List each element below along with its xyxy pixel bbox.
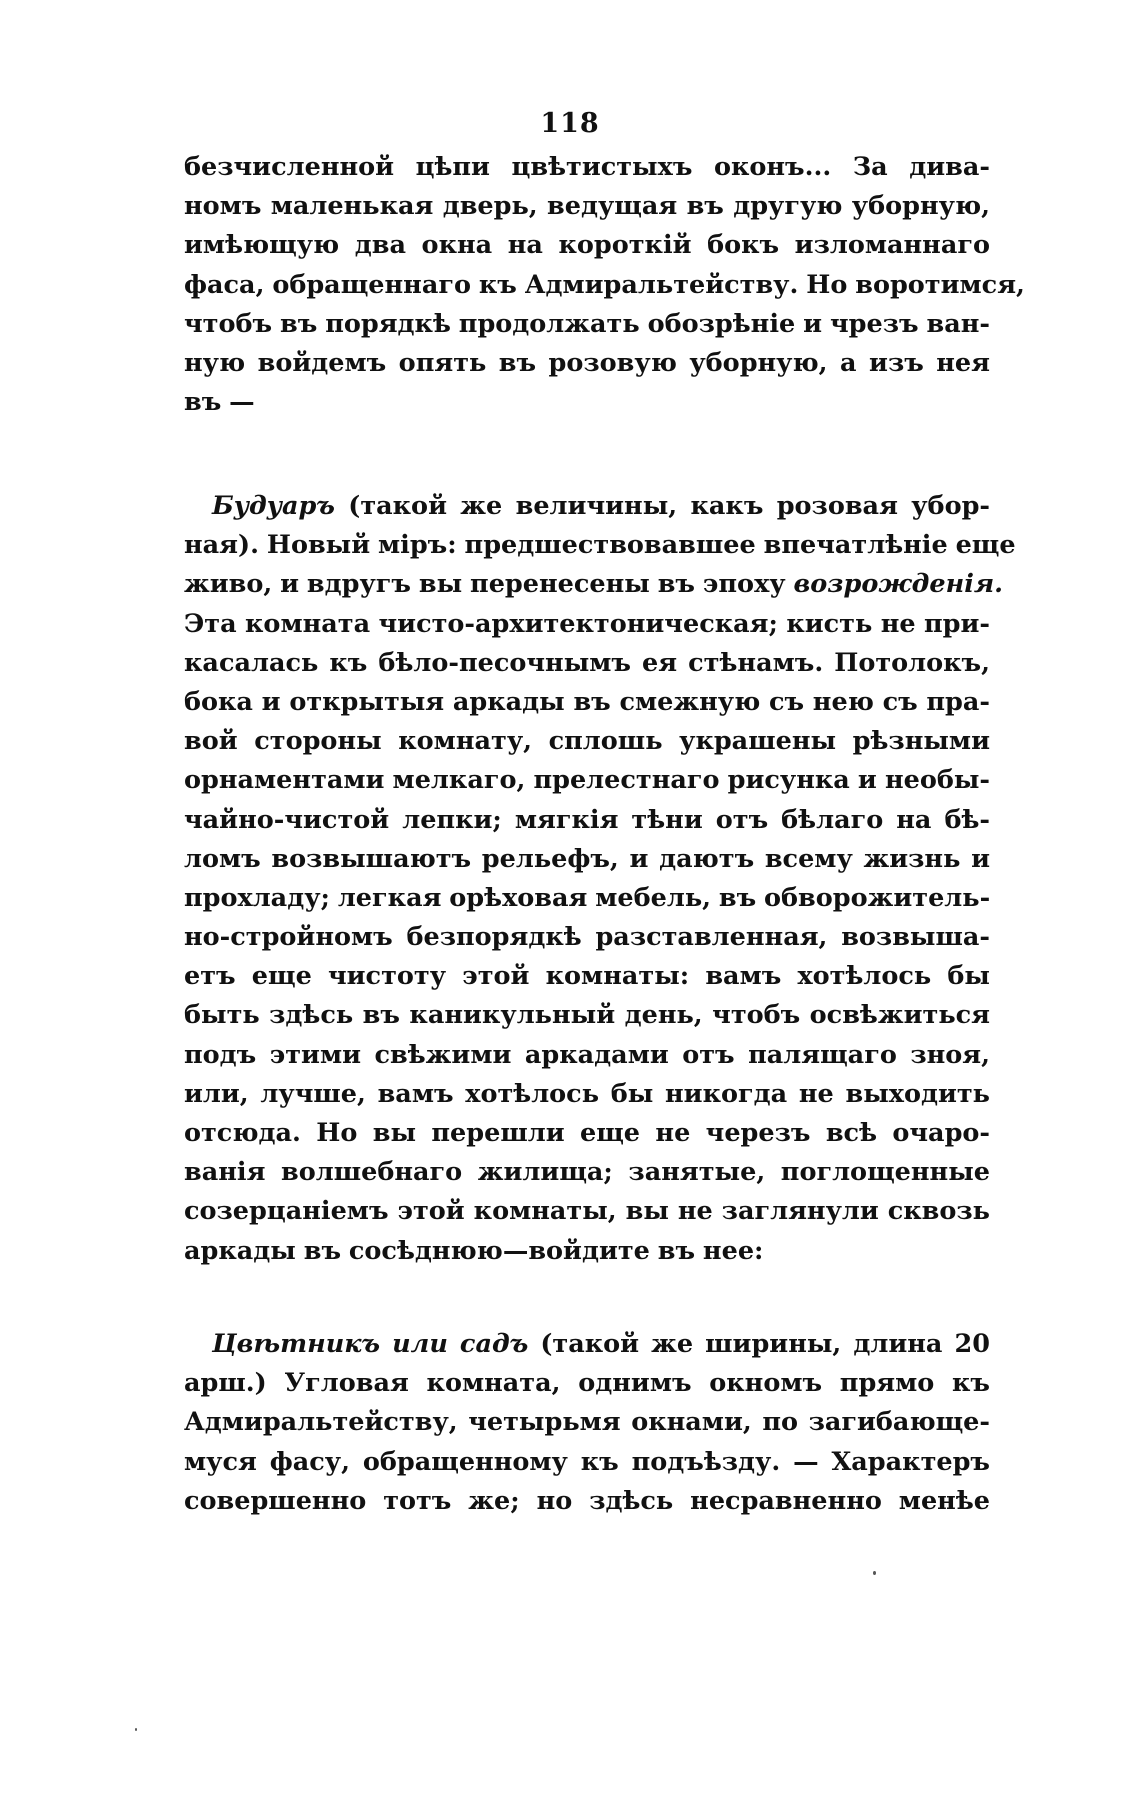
text-line: ная). Новый міръ: предшествовавшее впечатлѣніе еще — [184, 530, 1016, 561]
text-line: номъ маленькая дверь, ведущая въ другую уборную, — [184, 191, 990, 222]
text-line: ную войдемъ опять въ розовую уборную, а изъ нея — [184, 347, 990, 378]
text-line: безчисленной цѣпи цвѣтистыхъ оконъ... За дива- — [184, 152, 990, 182]
text-line: совершенно тотъ же; но здѣсь несравненно менѣе — [184, 1485, 990, 1516]
text-line: муся фасу, обращенному къ подъѣзду. — Характеръ — [184, 1446, 990, 1477]
text-line: орнаментами мелкаго, прелестнаго рисунка и необы- — [184, 765, 990, 796]
text-line: чтобъ въ порядкѣ продолжать обозрѣніе и чрезъ ван- — [184, 308, 990, 339]
paragraph-continuation — [184, 148, 1025, 422]
text-fragment: (такой же величины, какъ розовая убор- — [334, 491, 990, 521]
text-line: фаса, обращеннаго къ Адмиральтейству. Но воротимся, — [184, 269, 1025, 300]
text-line: подъ этими свѣжими аркадами отъ палящаго зноя, — [184, 1039, 990, 1070]
text-line: ванія волшебнаго жилища; занятые, поглощенные — [184, 1157, 990, 1188]
text-line: быть здѣсь въ каникульный день, чтобъ освѣжиться — [184, 1000, 990, 1031]
scan-speck — [873, 1571, 876, 1575]
text-line: прохладу; легкая орѣховая мебель, въ обворожитель- — [184, 882, 991, 913]
text-line — [184, 1325, 990, 1364]
text-fragment: (такой же ширины, длина 20 — [528, 1329, 990, 1359]
text-line: Адмиральтейству, четырьмя окнами, по загибающе- — [184, 1407, 990, 1438]
page-number: 118 — [540, 108, 600, 139]
paragraph-flower-garden — [184, 1325, 990, 1521]
section-heading-flower-garden: Цвѣтникъ или садъ — [212, 1329, 529, 1359]
italic-term: возрожденія. — [793, 569, 1004, 600]
paragraph-boudoir — [184, 487, 1016, 1271]
text-line: бока и открытыя аркады въ смежную съ нею съ пра- — [184, 686, 990, 717]
section-heading-boudoir: Будуаръ — [212, 491, 335, 521]
text-line: аркады въ сосѣднюю—войдите въ нее: — [184, 1235, 764, 1266]
text-line: етъ еще чистоту этой комнаты: вамъ хотѣлось бы — [184, 961, 990, 992]
text-fragment: живо, и вдругъ вы перенесены въ эпоху — [184, 569, 794, 600]
text-line — [184, 487, 990, 526]
text-line: или, лучше, вамъ хотѣлось бы никогда не выходить — [184, 1078, 990, 1109]
text-line: отсюда. Но вы перешли еще не черезъ всѣ очаро- — [184, 1118, 990, 1148]
text-line: арш.) Угловая комната, однимъ окномъ прямо къ — [184, 1368, 990, 1399]
text-line: Эта комната чисто-архитектоническая; кисть не при- — [184, 608, 990, 639]
scan-speck — [135, 1728, 137, 1731]
text-line: въ — — [184, 387, 255, 418]
text-line: имѣющую два окна на короткій бокъ изломаннаго — [184, 230, 990, 261]
text-line: но-стройномъ безпорядкѣ разставленная, возвыша- — [184, 922, 990, 953]
text-line: вой стороны комнату, сплошь украшены рѣзными — [184, 726, 990, 757]
text-line: созерцаніемъ этой комнаты, вы не заглянули сквозь — [184, 1196, 990, 1227]
text-line: чайно-чистой лепки; мягкія тѣни отъ бѣлаго на бѣ- — [184, 804, 990, 835]
text-line: касалась къ бѣло-песочнымъ ея стѣнамъ. Потолокъ, — [184, 647, 990, 678]
text-line — [184, 565, 1004, 604]
text-line: ломъ возвышаютъ рельефъ, и даютъ всему жизнь и — [184, 843, 990, 874]
